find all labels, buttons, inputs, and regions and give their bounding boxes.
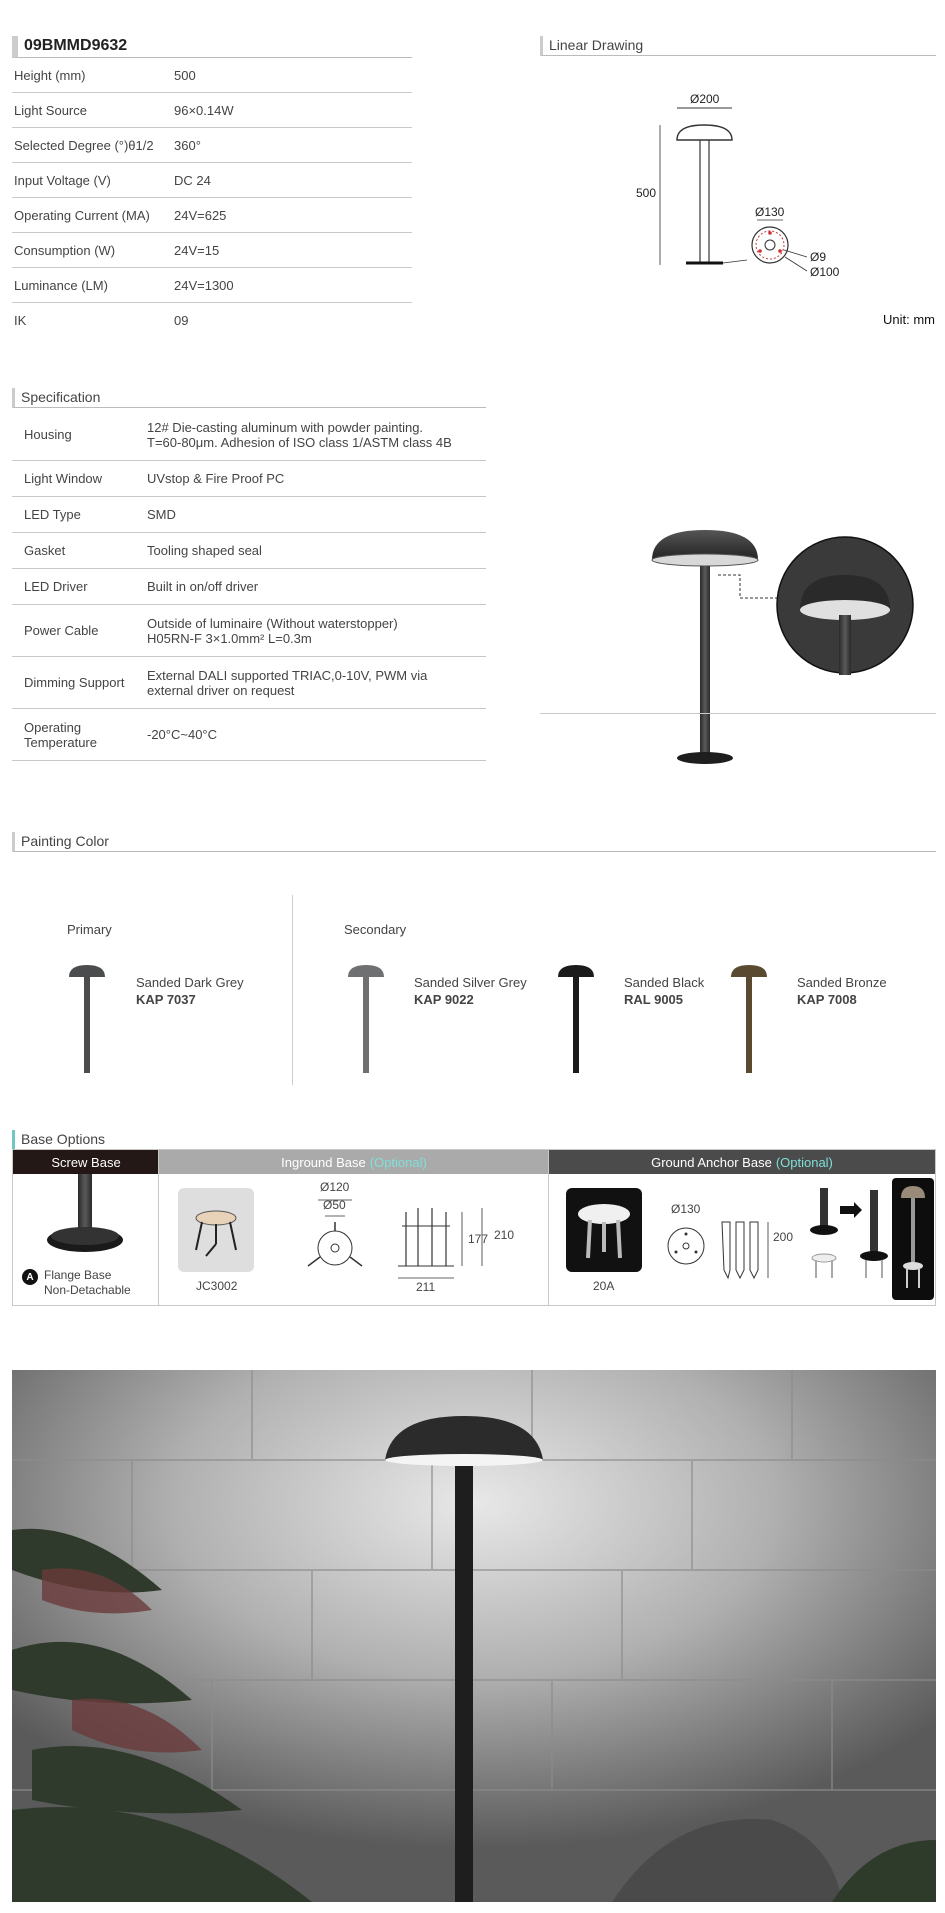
inground-code: JC3002	[196, 1279, 238, 1293]
inground-w: 211	[416, 1280, 436, 1294]
spec-row	[12, 198, 412, 233]
spec-value: 24V=1300	[174, 277, 234, 293]
inground-base-image	[178, 1188, 254, 1272]
specification-table	[12, 409, 486, 761]
product-model: 09BMMD9632	[12, 36, 412, 58]
anchor-d: Ø130	[671, 1202, 701, 1216]
screw-base-header: Screw Base	[13, 1150, 159, 1174]
ground-anchor-image	[566, 1188, 642, 1272]
primary-label: Primary	[67, 922, 112, 937]
base-options-heading: Base Options	[12, 1130, 936, 1150]
screw-base-image	[40, 1174, 130, 1258]
color-swatch-lamp	[729, 963, 769, 1073]
specification-value: Tooling shaped seal	[147, 543, 262, 558]
spec-row	[12, 58, 412, 93]
lifestyle-photo-illustration	[12, 1370, 936, 1902]
color-name: Sanded Silver Grey	[414, 975, 527, 990]
dim-bolt-circle: Ø100	[810, 265, 840, 279]
specification-value: Outside of luminaire (Without waterstopper) H05RN-F 3×1.0mm² L=0.3m	[147, 615, 398, 646]
dim-height: 500	[636, 186, 657, 200]
specification-row	[12, 709, 486, 761]
color-swatch-lamp	[556, 963, 596, 1073]
specification-heading: Specification	[12, 388, 486, 408]
painting-color-heading: Painting Color	[12, 832, 936, 852]
specification-label: Dimming Support	[24, 675, 125, 690]
linear-drawing-heading: Linear Drawing	[540, 36, 936, 56]
color-name: Sanded Black	[624, 975, 705, 990]
spec-label: IK	[14, 313, 27, 328]
color-swatch-lamp	[67, 963, 107, 1073]
spec-value: 500	[174, 67, 196, 83]
dim-base: Ø130	[755, 205, 785, 219]
spec-label: Operating Current (MA)	[14, 207, 150, 223]
spec-value: 360°	[174, 137, 201, 153]
spec-label: Selected Degree (°)θ1/2	[14, 137, 154, 153]
spec-value: 24V=625	[174, 207, 227, 223]
specification-label: Gasket	[24, 543, 66, 558]
linear-drawing	[620, 90, 880, 290]
spec-row	[12, 303, 412, 338]
spec-row	[12, 233, 412, 268]
inground-h1: 177	[468, 1232, 489, 1246]
badge-a: A	[22, 1269, 38, 1285]
spec-value: 24V=15	[174, 242, 220, 258]
spec-label: Height (mm)	[14, 67, 86, 83]
spec-label: Consumption (W)	[14, 242, 116, 258]
inground-top-drawing	[300, 1182, 370, 1282]
spec-row	[12, 93, 412, 128]
anchor-install-steps	[804, 1176, 934, 1302]
specification-row	[12, 533, 486, 569]
color-name: Sanded Dark Grey	[136, 975, 244, 990]
specification-row	[12, 605, 486, 657]
color-name: Sanded Bronze	[797, 975, 887, 990]
secondary-label: Secondary	[344, 922, 407, 937]
specification-row	[12, 461, 486, 497]
base-separator	[158, 1149, 159, 1306]
anchor-h: 200	[773, 1230, 794, 1244]
color-swatch-lamp	[346, 963, 386, 1073]
specification-row	[12, 657, 486, 709]
specification-value: -20°C~40°C	[147, 727, 218, 742]
specification-value: SMD	[147, 507, 176, 522]
screw-base-desc: Flange Base Non-Detachable	[44, 1268, 131, 1297]
color-code: KAP 7008	[797, 992, 857, 1007]
lifestyle-photo	[12, 1370, 936, 1902]
specification-row	[12, 569, 486, 605]
spec-label: Input Voltage (V)	[14, 172, 111, 188]
anchor-code: 20A	[593, 1279, 615, 1293]
specification-value: Built in on/off driver	[147, 579, 259, 594]
unit-label: Unit: mm	[883, 312, 935, 327]
specification-label: Power Cable	[24, 623, 99, 638]
specification-label: Housing	[24, 427, 72, 442]
spec-row	[12, 268, 412, 303]
product-photo-divider	[540, 713, 936, 714]
anchor-drawing	[664, 1218, 794, 1288]
base-separator	[548, 1149, 549, 1306]
color-code: KAP 9022	[414, 992, 474, 1007]
ground-anchor-base-header: Ground Anchor Base (Optional)	[549, 1150, 935, 1174]
specification-value: External DALI supported TRIAC,0-10V, PWM via external driver on request	[147, 667, 428, 698]
dim-hole: Ø9	[810, 250, 827, 264]
specification-label: LED Driver	[24, 579, 88, 594]
specification-value: UVstop & Fire Proof PC	[147, 471, 285, 486]
inground-base-header: Inground Base (Optional)	[159, 1150, 549, 1174]
inground-side-drawing	[396, 1206, 506, 1286]
spec-value: 96×0.14W	[174, 102, 234, 118]
color-group-divider	[292, 895, 293, 1085]
key-specs-table	[12, 58, 412, 338]
specification-label: Operating Temperature	[24, 719, 97, 750]
color-code: KAP 7037	[136, 992, 196, 1007]
dim-top: Ø200	[690, 92, 720, 106]
inground-h2: 210	[494, 1228, 515, 1242]
spec-value: 09	[174, 313, 189, 328]
specification-value: 12# Die-casting aluminum with powder painting. T=60-80μm. Adhesion of ISO class 1/ASTM class 4B	[147, 419, 452, 450]
spec-row	[12, 163, 412, 198]
spec-label: Light Source	[14, 102, 87, 118]
spec-row	[12, 128, 412, 163]
specification-row	[12, 409, 486, 461]
spec-label: Luminance (LM)	[14, 277, 108, 293]
inground-d2: Ø50	[323, 1198, 346, 1212]
specification-label: Light Window	[24, 471, 103, 486]
spec-value: DC 24	[174, 172, 211, 188]
specification-row	[12, 497, 486, 533]
inground-d1: Ø120	[320, 1180, 350, 1194]
specification-label: LED Type	[24, 507, 81, 522]
color-code: RAL 9005	[624, 992, 684, 1007]
product-photo	[640, 520, 920, 770]
